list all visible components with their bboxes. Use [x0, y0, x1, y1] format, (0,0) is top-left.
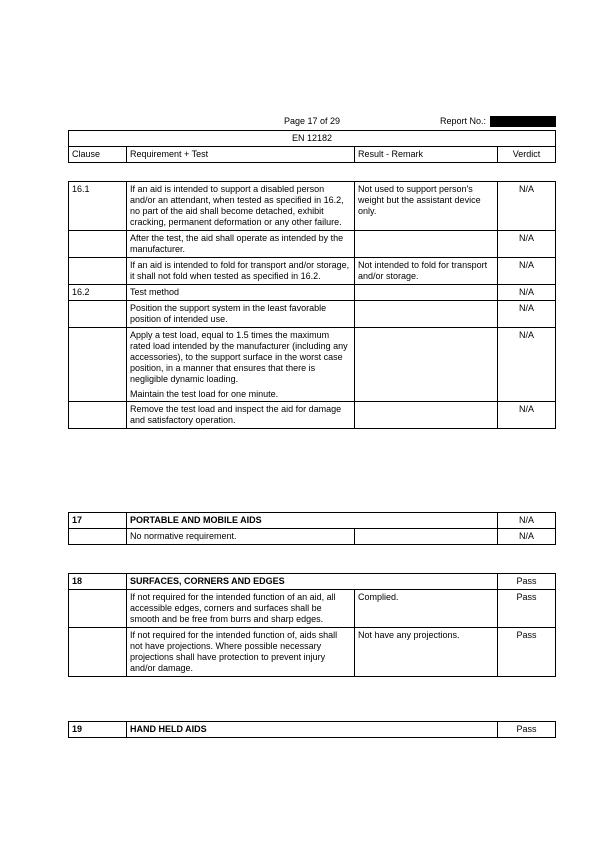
result-cell [355, 402, 498, 429]
section-19-table [68, 721, 556, 738]
section-16-body [69, 182, 556, 429]
table-row [69, 230, 556, 257]
result-cell [355, 300, 498, 327]
result-cell: Complied. [355, 589, 498, 627]
verdict-cell: N/A [498, 327, 556, 402]
verdict-cell: N/A [498, 284, 556, 300]
header-table [68, 130, 556, 163]
page-number: Page 17 of 29 [284, 116, 341, 126]
verdict-cell: Pass [498, 589, 556, 627]
requirement-cell [127, 284, 355, 300]
requirement-text: If not required for the intended function of, aids shall not have projections. Where possible necessary projections shall have protection to prevent injury and/or damage. [130, 629, 338, 673]
clause-cell [69, 300, 127, 327]
requirement-cell [127, 257, 355, 284]
table-row [69, 627, 556, 676]
section-16-table [68, 181, 556, 429]
requirement-cell [127, 589, 355, 627]
section-19-heading-row [69, 722, 556, 738]
section-number: 19 [69, 722, 127, 738]
section-title: SURFACES, CORNERS AND EDGES [127, 574, 498, 590]
section-17-body [69, 528, 556, 544]
verdict-cell: Pass [498, 627, 556, 676]
requirement-text: Position the support system in the least favorable position of intended use. [130, 302, 327, 324]
column-header-result: Result - Remark [355, 146, 498, 162]
verdict-cell: N/A [498, 257, 556, 284]
section-18-heading-row [69, 574, 556, 590]
verdict-cell: N/A [498, 528, 556, 544]
standard-title-row [69, 131, 556, 147]
requirement-text: Remove the test load and inspect the aid for damage and satisfactory operation. [130, 404, 342, 426]
standard-title: EN 12182 [69, 131, 556, 147]
table-row [69, 182, 556, 231]
column-header-verdict: Verdict [498, 146, 556, 162]
section-18-body [69, 589, 556, 676]
column-header-row [69, 146, 556, 162]
section-verdict: Pass [498, 574, 556, 590]
requirement-cell [127, 230, 355, 257]
requirement-text: After the test, the aid shall operate as intended by the manufacturer. [130, 232, 344, 254]
clause-cell [69, 589, 127, 627]
table-row [69, 528, 556, 544]
requirement-cell [127, 182, 355, 231]
requirement-cell [127, 528, 355, 544]
requirement-text: If an aid is intended to support a disabled person and/or an attendant, when tested as specified in 16.2, no part of the aid shall become detached, exhibit cracking, permanent deformation or any other failure. [130, 184, 344, 227]
result-cell [355, 284, 498, 300]
report-number-label: Report No.: [440, 116, 487, 126]
requirement-text: Maintain the test load for one minute. [130, 388, 279, 399]
requirement-text: Apply a test load, equal to 1.5 times the maximum rated load intended by the manufacturer (including any accessories), to the support surface in the worst case position, in a manner that ensures that there is negligible dynamic loading. [130, 329, 348, 384]
table-row [69, 284, 556, 300]
table-row [69, 589, 556, 627]
section-title: HAND HELD AIDS [127, 722, 498, 738]
page-header [0, 116, 600, 128]
table-row [69, 402, 556, 429]
verdict-cell: N/A [498, 402, 556, 429]
verdict-cell: N/A [498, 182, 556, 231]
requirement-text: Test method [130, 286, 180, 297]
column-header-clause: Clause [69, 146, 127, 162]
verdict-cell: N/A [498, 300, 556, 327]
section-verdict: Pass [498, 722, 556, 738]
clause-cell [69, 528, 127, 544]
section-number: 18 [69, 574, 127, 590]
section-number: 17 [69, 513, 127, 529]
requirement-text: No normative requirement. [130, 530, 237, 541]
verdict-cell: N/A [498, 230, 556, 257]
section-verdict: N/A [498, 513, 556, 529]
clause-cell [69, 257, 127, 284]
column-header-requirement: Requirement + Test [127, 146, 355, 162]
result-cell: Not have any projections. [355, 627, 498, 676]
clause-cell [69, 327, 127, 402]
clause-cell: 16.2 [69, 284, 127, 300]
requirement-cell [127, 327, 355, 402]
clause-cell [69, 230, 127, 257]
result-cell: Not used to support person's weight but the assistant device only. [355, 182, 498, 231]
section-17-heading-row [69, 513, 556, 529]
table-row [69, 257, 556, 284]
result-cell: Not intended to fold for transport and/or storage. [355, 257, 498, 284]
result-cell [355, 230, 498, 257]
clause-cell [69, 402, 127, 429]
requirement-cell [127, 402, 355, 429]
redacted-report-number [490, 116, 556, 127]
requirement-text: If an aid is intended to fold for transport and/or storage, it shall not fold when tested as specified in 16.2. [130, 259, 350, 281]
result-cell [355, 528, 498, 544]
result-cell [355, 327, 498, 402]
requirement-cell [127, 300, 355, 327]
clause-cell [69, 627, 127, 676]
table-row [69, 327, 556, 402]
clause-cell: 16.1 [69, 182, 127, 231]
requirement-cell [127, 627, 355, 676]
section-title: PORTABLE AND MOBILE AIDS [127, 513, 498, 529]
section-17-table [68, 512, 556, 545]
requirement-text: If not required for the intended function of an aid, all accessible edges, corners and surfaces shall be smooth and be free from burrs and sharp edges. [130, 591, 336, 624]
section-18-table [68, 573, 556, 677]
table-row [69, 300, 556, 327]
